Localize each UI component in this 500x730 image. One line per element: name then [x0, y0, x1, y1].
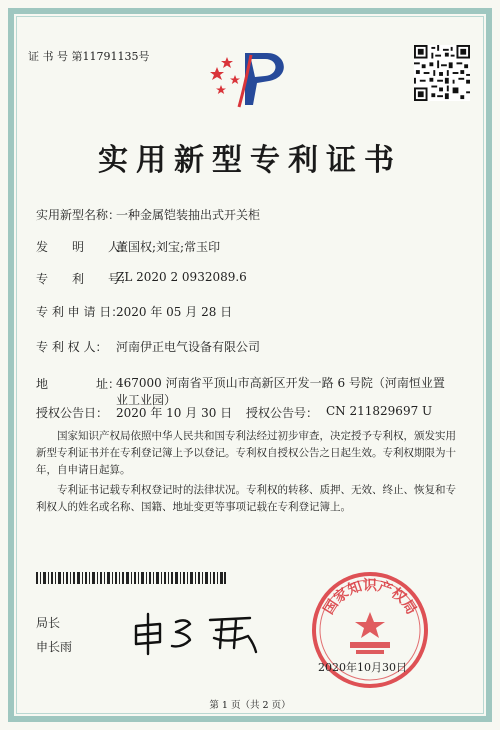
certificate-number: 证 书 号 第11791135号 — [28, 50, 150, 63]
body-paragraph: 专利证书记载专利权登记时的法律状况。专利权的转移、质押、无效、终止、恢复和专利权人的姓名或名称、国籍、地址变更等事项记载在专利登记簿上。 — [36, 484, 456, 513]
field-label: 专 利 权 人： — [36, 340, 108, 354]
body-paragraph: 国家知识产权局依照中华人民共和国专利法经过初步审查，决定授予专利权，颁发实用新型专利证书并在专利登记簿上予以登记。专利权自授权公告之日起生效。专利权期限为十年，自申请日起算。 — [36, 430, 456, 476]
field-patent-number — [36, 270, 247, 287]
certificate-title: 实用新型专利证书 — [98, 143, 402, 178]
pubno-label: 授权公告号： — [246, 406, 319, 420]
cnipa-logo-icon — [205, 45, 295, 110]
svg-text:国家知识产权局 — [320, 577, 419, 617]
field-value: 董国权;刘宝;常玉印 — [116, 240, 221, 254]
pubno-value: CN 211829697 U — [326, 404, 433, 418]
director-title: 局长 — [36, 616, 61, 630]
field-utility-name — [36, 206, 261, 223]
page-indicator: 第 1 页（共 2 页） — [209, 700, 291, 711]
field-label: 发 明 人： — [36, 240, 133, 254]
pubdate-label: 授权公告日： — [36, 406, 109, 420]
director-name: 申长雨 — [36, 640, 73, 654]
field-label: 专 利 申 请 日： — [36, 305, 124, 319]
seal-text: 国家知识产权局 — [320, 578, 420, 618]
barcode-icon — [36, 572, 226, 584]
field-publication — [36, 404, 433, 421]
field-patentee — [36, 338, 261, 355]
field-label: 实用新型名称： — [36, 208, 121, 222]
seal-date: 2020年10月30日 — [318, 661, 407, 674]
director-signature — [130, 608, 270, 658]
field-value: ZL 2020 2 0932089.6 — [116, 270, 247, 284]
field-filing-date — [36, 303, 233, 320]
field-value: 467000 河南省平顶山市高新区开发一路 6 号院（河南恒业置业工业园） — [116, 376, 445, 407]
pubdate-value: 2020 年 10 月 30 日 — [116, 406, 233, 420]
field-address — [36, 375, 445, 407]
field-label: 地 址： — [36, 377, 121, 391]
qr-code-icon — [414, 45, 470, 101]
field-value: 河南伊正电气设备有限公司 — [116, 340, 261, 354]
field-value: 2020 年 05 月 28 日 — [116, 305, 233, 319]
field-label: 专 利 号： — [36, 272, 133, 286]
field-value: 一种金属铠装抽出式开关柜 — [116, 208, 261, 222]
field-inventor — [36, 238, 221, 255]
